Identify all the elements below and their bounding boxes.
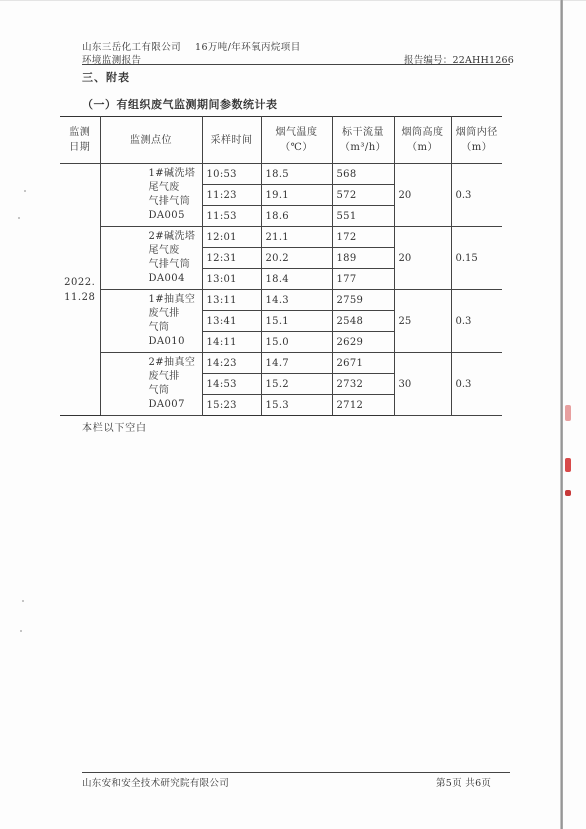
- cell-point-da010: [100, 290, 202, 353]
- header-height-line2: （m）: [407, 142, 438, 153]
- cell-time: 12:01: [202, 227, 261, 248]
- cell-time: 14:53: [202, 374, 261, 395]
- cell-temp: 18.4: [261, 269, 332, 290]
- date-line1: 2022.: [64, 276, 96, 288]
- cell-time: 12:31: [202, 248, 261, 269]
- cell-flow: 572: [332, 185, 394, 206]
- seal-fragment: [565, 490, 571, 496]
- cell-time: 11:53: [202, 206, 261, 227]
- header-rule: [82, 64, 510, 65]
- point-da010-line2: 气筒DA010: [148, 322, 185, 347]
- cell-flow: 177: [332, 269, 394, 290]
- footer-institute: 山东安和安全技术研究院有限公司: [82, 778, 230, 789]
- cell-time: 15:23: [202, 395, 261, 416]
- header-height-line1: 烟筒高度: [401, 127, 444, 138]
- scan-speck: [24, 190, 26, 192]
- header-diameter: [451, 117, 502, 164]
- cell-time: 13:11: [202, 290, 261, 311]
- cell-temp: 19.1: [261, 185, 332, 206]
- cell-temp: 20.2: [261, 248, 332, 269]
- cell-point-da007: [100, 353, 202, 416]
- scan-top-edge: [0, 0, 586, 1]
- cell-temp: 21.1: [261, 227, 332, 248]
- footer-rule: [82, 772, 510, 773]
- cell-diameter: 0.15: [451, 227, 502, 290]
- table-row: [60, 164, 502, 185]
- cell-temp: 14.7: [261, 353, 332, 374]
- table-row: [60, 290, 502, 311]
- point-da007-line1: 2#抽真空废气排: [148, 357, 196, 382]
- cell-temp: 18.6: [261, 206, 332, 227]
- cell-time: 14:23: [202, 353, 261, 374]
- header-time: 采样时间: [202, 117, 261, 164]
- header-diameter-line1: 烟筒内径: [455, 127, 498, 138]
- cell-point-da004: [100, 227, 202, 290]
- section-title: 三、附表: [82, 71, 130, 84]
- header-company-project: [82, 39, 301, 53]
- table-row: [60, 353, 502, 374]
- point-da005-line1: 1#碱洗塔尾气废: [148, 168, 196, 193]
- cell-temp: 18.5: [261, 164, 332, 185]
- cell-temp: 15.1: [261, 311, 332, 332]
- cell-flow: 2712: [332, 395, 394, 416]
- cell-height: 30: [394, 353, 451, 416]
- cell-flow: 172: [332, 227, 394, 248]
- binding-edge: [560, 0, 563, 829]
- cell-diameter: 0.3: [451, 353, 502, 416]
- report-number: 报告编号：22AHH1266: [404, 55, 514, 66]
- date-line2: 11.28: [64, 291, 96, 303]
- header-temp: [261, 117, 332, 164]
- seal-fragment: [565, 458, 571, 472]
- cell-flow: 568: [332, 164, 394, 185]
- cell-height: 20: [394, 164, 451, 227]
- cell-height: 25: [394, 290, 451, 353]
- header-date: [60, 117, 100, 164]
- table-row: [60, 227, 502, 248]
- cell-flow: 2732: [332, 374, 394, 395]
- header-flow-line1: 标干流量: [342, 127, 384, 138]
- cell-flow: 2759: [332, 290, 394, 311]
- point-da004-line2: 气排气筒DA004: [148, 259, 191, 284]
- point-da007-line2: 气筒DA007: [148, 385, 185, 410]
- cell-flow: 2671: [332, 353, 394, 374]
- footer-page-number: 第5页 共6页: [436, 778, 492, 789]
- cell-flow: 551: [332, 206, 394, 227]
- header-project: 16万吨/年环氧丙烷项目: [195, 42, 301, 53]
- header-flow-line2: （m³/h）: [339, 142, 387, 153]
- point-da004-line1: 2#碱洗塔尾气废: [148, 231, 196, 256]
- header-date-line1: 监测: [69, 127, 91, 138]
- point-da010-line1: 1#抽真空废气排: [148, 294, 196, 319]
- header-temp-line1: 烟气温度: [275, 127, 318, 138]
- cell-diameter: 0.3: [451, 290, 502, 353]
- cell-date: [60, 164, 100, 416]
- table-title: （一）有组织废气监测期间参数统计表: [82, 98, 278, 111]
- scan-speck: [20, 630, 22, 632]
- header-point: 监测点位: [100, 117, 202, 164]
- cell-temp: 15.0: [261, 332, 332, 353]
- cell-temp: 14.3: [261, 290, 332, 311]
- header-company: 山东三岳化工有限公司: [82, 42, 182, 53]
- cell-time: 11:23: [202, 185, 261, 206]
- seal-fragment: [565, 405, 571, 421]
- cell-height: 20: [394, 227, 451, 290]
- header-temp-line2: （℃）: [280, 142, 313, 153]
- cell-time: 13:01: [202, 269, 261, 290]
- cell-time: 13:41: [202, 311, 261, 332]
- cell-flow: 2548: [332, 311, 394, 332]
- cell-time: 10:53: [202, 164, 261, 185]
- cell-flow: 2629: [332, 332, 394, 353]
- cell-temp: 15.3: [261, 395, 332, 416]
- header-report-type: 环境监测报告: [82, 55, 142, 66]
- header-diameter-line2: （m）: [461, 142, 493, 153]
- header-height: [394, 117, 451, 164]
- point-da005-line2: 气排气筒DA005: [148, 196, 191, 221]
- cell-flow: 189: [332, 248, 394, 269]
- cell-diameter: 0.3: [451, 164, 502, 227]
- emission-parameter-table: [60, 116, 502, 416]
- header-date-line2: 日期: [69, 142, 91, 153]
- blank-below-note: 本栏以下空白: [82, 423, 147, 434]
- cell-time: 14:11: [202, 332, 261, 353]
- scan-speck: [18, 217, 20, 219]
- scan-speck: [22, 600, 24, 602]
- header-flow: [332, 117, 394, 164]
- cell-temp: 15.2: [261, 374, 332, 395]
- table-header-row: [60, 117, 502, 164]
- cell-point-da005: [100, 164, 202, 227]
